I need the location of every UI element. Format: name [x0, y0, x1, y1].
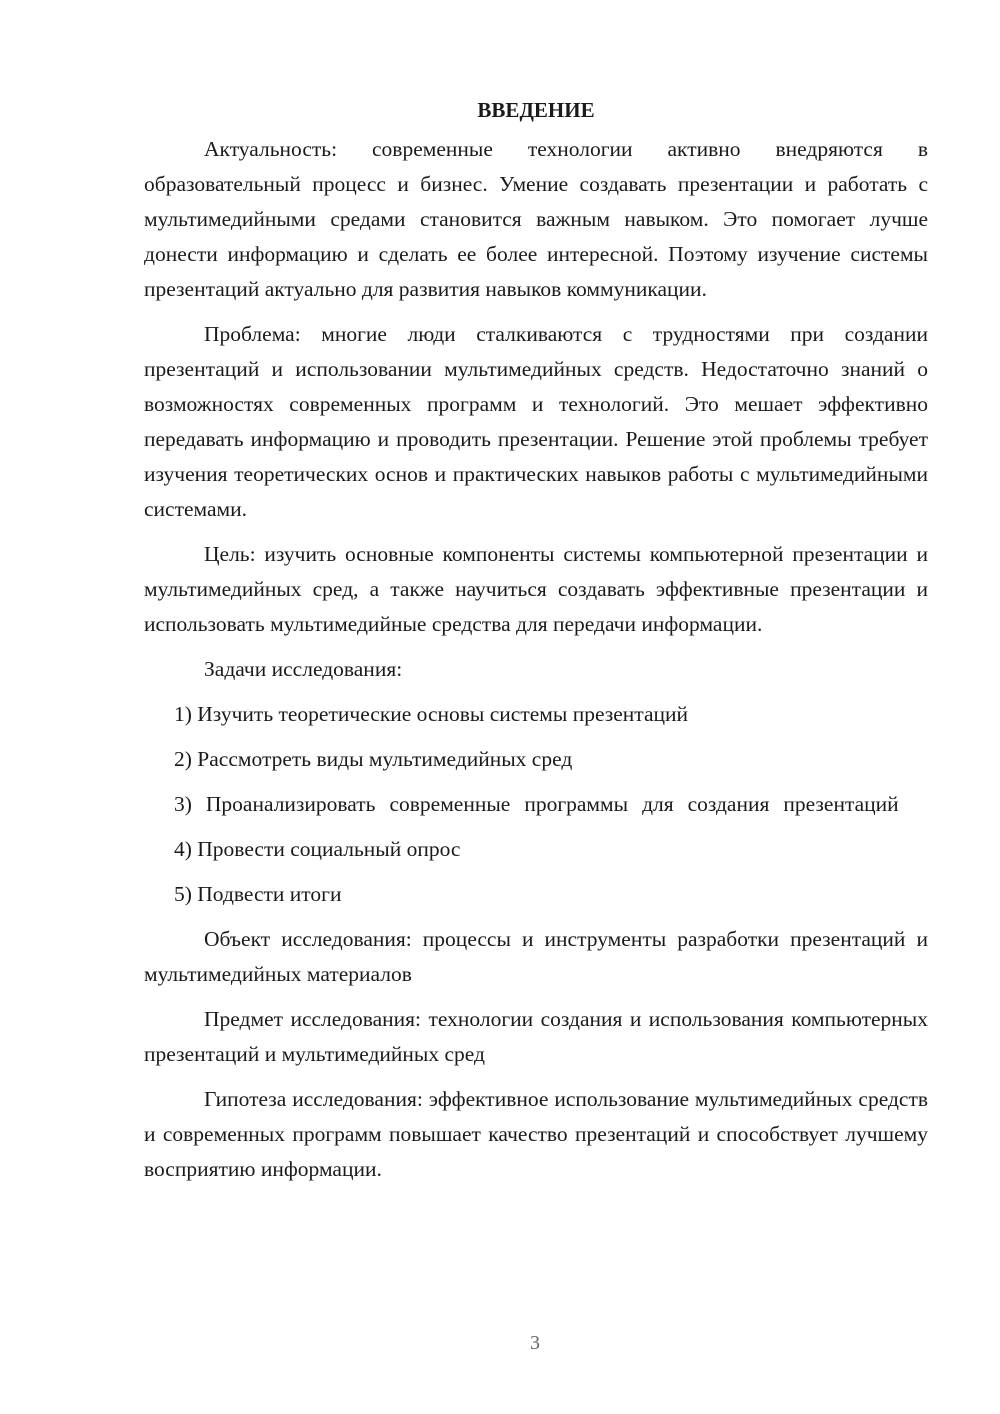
task-item-5: 5) Подвести итоги	[174, 882, 342, 906]
task-item-3: 3) Проанализировать современные программы для создания презентаций	[174, 792, 899, 816]
goal-paragraph: Цель: изучить основные компоненты системы компьютерной презентации и мультимедийных сред, а также научиться создавать эффективные презентации и использовать мультимедийные средства для передачи информации.	[144, 542, 928, 636]
relevance-paragraph: Актуальность: современные технологии активно внедряются в образовательный процесс и бизнес. Умение создавать презентации и работать с мультимедийными средами становится важным навыком. Это помогает лучше донести информацию и сделать ее более интересной. Поэтому изучение системы презентаций актуально для развития навыков коммуникации.	[144, 137, 928, 301]
page-content	[144, 90, 928, 1197]
task-item-2: 2) Рассмотреть виды мультимедийных сред	[174, 747, 573, 771]
page-title: ВВЕДЕНИЕ	[477, 98, 595, 122]
tasks-heading: Задачи исследования:	[204, 657, 403, 681]
page-number: 3	[530, 1332, 540, 1354]
research-subject-paragraph: Предмет исследования: технологии создания и использования компьютерных презентаций и мультимедийных сред	[144, 1007, 928, 1066]
hypothesis-paragraph: Гипотеза исследования: эффективное использование мультимедийных средств и современных программ повышает качество презентаций и способствует лучшему восприятию информации.	[144, 1087, 928, 1181]
task-item-4: 4) Провести социальный опрос	[174, 837, 461, 861]
research-object-paragraph: Объект исследования: процессы и инструменты разработки презентаций и мультимедийных материалов	[144, 927, 928, 986]
task-item-1: 1) Изучить теоретические основы системы презентаций	[174, 702, 689, 726]
problem-paragraph: Проблема: многие люди сталкиваются с трудностями при создании презентаций и использовании мультимедийных средств. Недостаточно знаний о возможностях современных программ и технологий. Это мешает эффективно передавать информацию и проводить презентации. Решение этой проблемы требует изучения теоретических основ и практических навыков работы с мультимедийными системами.	[144, 322, 928, 521]
